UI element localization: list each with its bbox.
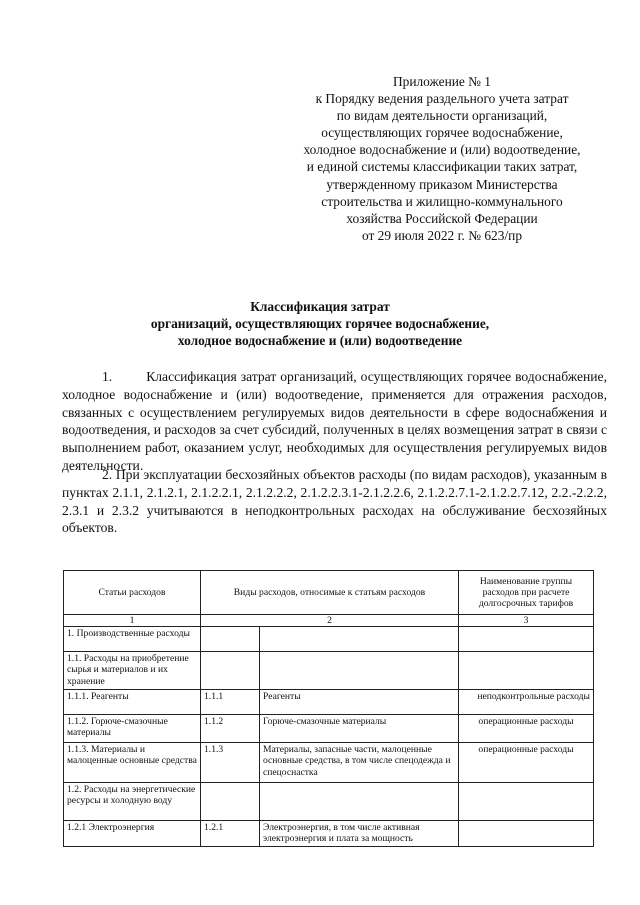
cell-code: [201, 652, 260, 690]
header-group-name: Наименование группы расходов при расчете долгосрочных тарифов: [459, 571, 594, 615]
appendix-line: утвержденному приказом Министерства: [326, 176, 558, 192]
appendix-line: хозяйства Российской Федерации: [346, 210, 538, 226]
title-line: Классификация затрат: [250, 299, 390, 314]
cell-type: Материалы, запасные части, малоценные основные средства, в том числе спецодежда и спецоснастка: [260, 743, 459, 783]
table-row: [64, 783, 594, 821]
cell-article: 1. Производственные расходы: [64, 627, 201, 652]
cell-code: 1.1.1: [201, 690, 260, 715]
title-line: организаций, осуществляющих горячее водоснабжение,: [150, 316, 490, 331]
paragraph-1: [62, 368, 607, 475]
cell-article: 1.2. Расходы на энергетические ресурсы и холодную воду: [64, 783, 201, 821]
appendix-line: по видам деятельности организаций,: [336, 108, 548, 124]
document-title: [0, 298, 640, 349]
appendix-line: холодное водоснабжение и (или) водоотведение,: [303, 142, 581, 158]
cell-group: [459, 783, 594, 821]
column-number: 3: [459, 615, 594, 627]
cell-article: 1.2.1 Электроэнергия: [64, 821, 201, 847]
paragraph-1-text: Классификация затрат организаций, осуществляющих горячее водоснабжение, холодное водоснабжение и (или) водоотведение, применяется для отражения расходов, связанных с осуществлением регулируемых видов деятельности в сфере водоснабжения и водоотведения, и расходов за счет субсидий, полученных в целях возмещения затрат в связи с выполнением работ, оказанием услуг, необходимых для осуществления регулируемых видов деятельности.: [62, 369, 607, 473]
cell-type: Электроэнергия, в том числе активная электроэнергия и плата за мощность: [260, 821, 459, 847]
table-row: [64, 821, 594, 847]
table-header-row: [64, 571, 594, 615]
cell-article: 1.1.1. Реагенты: [64, 690, 201, 715]
cell-code: 1.1.3: [201, 743, 260, 783]
cell-group: [459, 652, 594, 690]
cell-type: [260, 627, 459, 652]
table-row: [64, 652, 594, 690]
table-number-row: [64, 615, 594, 627]
cell-type: Горюче-смазочные материалы: [260, 715, 459, 743]
cell-type: [260, 783, 459, 821]
paragraph-1-number: 1.: [102, 369, 113, 384]
paragraph-2: [62, 466, 607, 537]
appendix-line: от 29 июля 2022 г. № 623/пр: [361, 227, 523, 243]
cell-code: [201, 783, 260, 821]
header-expense-types: Виды расходов, относимые к статьям расходов: [201, 571, 459, 615]
cell-article: 1.1. Расходы на приобретение сырья и материалов и их хранение: [64, 652, 201, 690]
header-articles: Статьи расходов: [64, 571, 201, 615]
cell-code: 1.1.2: [201, 715, 260, 743]
table-row: [64, 627, 594, 652]
cell-group: неподконтрольные расходы: [459, 690, 594, 715]
appendix-line: и единой системы классификации таких затрат,: [306, 159, 578, 175]
column-number: 1: [64, 615, 201, 627]
cell-group: [459, 627, 594, 652]
cell-type: [260, 652, 459, 690]
cell-group: [459, 821, 594, 847]
table-row: [64, 690, 594, 715]
cell-code: [201, 627, 260, 652]
appendix-line: осуществляющих горячее водоснабжение,: [321, 125, 563, 141]
cell-article: 1.1.2. Горюче-смазочные материалы: [64, 715, 201, 743]
cost-classification-table: [63, 570, 594, 847]
appendix-header: [262, 73, 622, 244]
appendix-line: Приложение № 1: [392, 74, 492, 89]
table-row: [64, 715, 594, 743]
title-line: холодное водоснабжение и (или) водоотведение: [177, 333, 463, 348]
appendix-line: к Порядку ведения раздельного учета затрат: [315, 91, 569, 107]
appendix-line: строительства и жилищно-коммунального: [321, 193, 563, 209]
cell-code: 1.2.1: [201, 821, 260, 847]
table-row: [64, 743, 594, 783]
column-number: 2: [201, 615, 459, 627]
cell-article: 1.1.3. Материалы и малоценные основные средства: [64, 743, 201, 783]
paragraph-2-text: 2. При эксплуатации бесхозяйных объектов расходы (по видам расходов), указанным в пунктах 2.1.1, 2.1.2.1, 2.1.2.2.1, 2.1.2.2.2, 2.1.2.2.3.1-2.1.2.2.6, 2.1.2.2.7.1-2.1.2.2.7.12, 2.2.-2.2.2, 2.3.1 и 2.3.2 учитываются в неподконтрольных расходах на обслуживание бесхозяйных объектов.: [62, 467, 607, 536]
cell-group: операционные расходы: [459, 715, 594, 743]
cell-group: операционные расходы: [459, 743, 594, 783]
cell-type: Реагенты: [260, 690, 459, 715]
